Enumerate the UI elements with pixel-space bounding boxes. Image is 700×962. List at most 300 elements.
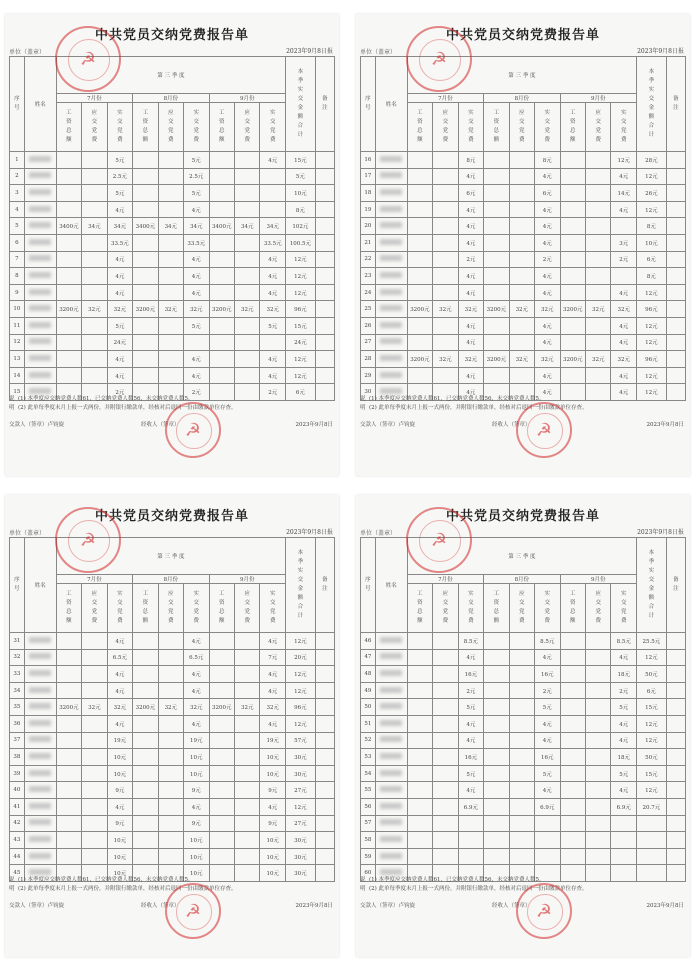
note-cell [315, 152, 334, 169]
paid-header: 实交党费 [535, 103, 560, 152]
table-row [10, 815, 335, 832]
note-cell [315, 699, 334, 716]
cell-value: 18元 [611, 666, 637, 683]
cell-value: 4元 [107, 666, 132, 683]
cell-value: 4元 [107, 268, 132, 285]
row-number: 52 [361, 732, 376, 749]
cell-value: 2.5元 [184, 168, 209, 185]
row-number: 29 [361, 367, 376, 384]
payer-signature: 交款人（签章）卢钧旋 [9, 903, 65, 909]
cell-value [133, 201, 158, 218]
cell-value [509, 284, 534, 301]
cell-value [433, 268, 458, 285]
due-header: 应交党费 [509, 584, 534, 633]
redacted-name [375, 798, 407, 815]
cell-value [56, 815, 81, 832]
cell-value [509, 798, 534, 815]
cell-value [407, 848, 432, 865]
row-number: 41 [10, 798, 25, 815]
cell-value [133, 715, 158, 732]
row-number: 33 [10, 666, 25, 683]
cell-value [484, 682, 509, 699]
wage-header: 工资总额 [209, 584, 234, 633]
cell-value [433, 251, 458, 268]
cell-value: 15元 [637, 699, 667, 716]
cell-value [82, 351, 107, 368]
row-number: 11 [10, 317, 25, 334]
cell-value: 5元 [184, 152, 209, 169]
note-cell [666, 351, 685, 368]
table-row [361, 152, 686, 169]
report-page-2 [356, 14, 690, 476]
row-number: 18 [361, 185, 376, 202]
cell-value [209, 832, 234, 849]
cell-value: 7元 [260, 649, 286, 666]
cell-value [509, 633, 534, 650]
note-cell [666, 218, 685, 235]
name-header: 姓名 [375, 57, 407, 152]
cell-value [234, 815, 259, 832]
cell-value [560, 234, 585, 251]
cell-value: 12元 [286, 798, 316, 815]
cell-value [458, 815, 483, 832]
report-date: 2023年9月8日报 [637, 48, 684, 55]
cell-value: 16元 [458, 749, 483, 766]
cell-value [234, 268, 259, 285]
cell-value [407, 832, 432, 849]
cell-value [407, 367, 432, 384]
cell-value [407, 284, 432, 301]
dues-table [360, 537, 686, 882]
cell-value [560, 749, 585, 766]
note-cell [315, 367, 334, 384]
total-header: 本季实交金额合计 [637, 538, 667, 633]
name-header: 姓名 [24, 57, 56, 152]
cell-value [158, 234, 183, 251]
cell-value [133, 782, 158, 799]
cell-value: 6元 [637, 251, 667, 268]
row-number: 28 [361, 351, 376, 368]
cell-value [509, 185, 534, 202]
cell-value: 3200元 [484, 301, 509, 318]
cell-value [133, 749, 158, 766]
row-number: 9 [10, 284, 25, 301]
note-cell [666, 865, 685, 882]
cell-value [133, 765, 158, 782]
redacted-name [24, 284, 56, 301]
note-line-2: 明 (2) 此单每季度末月上报一式两份，并附银行缴款单，经核对后退回一份由缴款单位存查。 [360, 886, 588, 892]
redacted-name [375, 301, 407, 318]
table-row [10, 633, 335, 650]
redacted-name [24, 301, 56, 318]
row-number: 44 [10, 848, 25, 865]
cell-value [234, 251, 259, 268]
due-header: 应交党费 [585, 103, 610, 152]
cell-value: 4元 [184, 201, 209, 218]
cell-value: 9元 [107, 815, 132, 832]
redacted-name [24, 334, 56, 351]
blurred-name-mark [380, 803, 402, 809]
cell-value [433, 317, 458, 334]
cell-value [433, 699, 458, 716]
redacted-name [24, 732, 56, 749]
cell-value: 32元 [433, 301, 458, 318]
cell-value: 4元 [184, 284, 209, 301]
cell-value: 96元 [637, 301, 667, 318]
redacted-name [24, 317, 56, 334]
party-seal-icon: ☭ [406, 26, 472, 92]
blurred-name-mark [29, 720, 51, 726]
note-cell [666, 317, 685, 334]
table-row [361, 367, 686, 384]
redacted-name [24, 715, 56, 732]
cell-value: 100.5元 [286, 234, 316, 251]
unit-label: 单位（盖章） [360, 530, 397, 537]
cell-value: 96元 [286, 699, 316, 716]
cell-value [484, 251, 509, 268]
blurred-name-mark [29, 322, 51, 328]
report-title: 中共党员交纳党费报告单 [445, 28, 600, 43]
cell-value [560, 699, 585, 716]
table-row [361, 848, 686, 865]
receiver-signature: 经收人（签章） [492, 422, 531, 428]
cell-value [260, 334, 286, 351]
note-cell [315, 865, 334, 882]
note-cell [666, 301, 685, 318]
note-cell [315, 351, 334, 368]
cell-value [611, 815, 637, 832]
redacted-name [24, 782, 56, 799]
cell-value [234, 782, 259, 799]
cell-value [484, 732, 509, 749]
cell-value [407, 168, 432, 185]
cell-value: 24元 [107, 334, 132, 351]
blurred-name-mark [29, 289, 51, 295]
cell-value [133, 234, 158, 251]
blurred-name-mark [29, 189, 51, 195]
row-number: 1 [10, 152, 25, 169]
redacted-name [375, 268, 407, 285]
redacted-name [24, 367, 56, 384]
redacted-name [24, 649, 56, 666]
cell-value: 10元 [286, 185, 316, 202]
cell-value: 4元 [611, 649, 637, 666]
cell-value [82, 251, 107, 268]
cell-value: 32元 [535, 301, 560, 318]
redacted-name [375, 367, 407, 384]
table-row [361, 782, 686, 799]
cell-value [56, 185, 81, 202]
row-number: 43 [10, 832, 25, 849]
cell-value: 4元 [184, 633, 209, 650]
cell-value [158, 666, 183, 683]
redacted-name [375, 649, 407, 666]
cell-value: 3200元 [56, 301, 81, 318]
cell-value [56, 351, 81, 368]
note-line-1: 说 (1) 本季度应交纳党费人数61，已交纳党费人数56，未交纳党费人数5。 [360, 877, 545, 883]
cell-value [484, 633, 509, 650]
cell-value [407, 334, 432, 351]
row-number: 20 [361, 218, 376, 235]
cell-value [509, 699, 534, 716]
table-row [361, 682, 686, 699]
cell-value: 5元 [107, 152, 132, 169]
cell-value [484, 334, 509, 351]
note-cell [666, 699, 685, 716]
payer-signature: 交款人（签章）卢钧旋 [360, 422, 416, 428]
row-number: 2 [10, 168, 25, 185]
row-number: 30 [361, 384, 376, 401]
cell-value [234, 633, 259, 650]
row-number: 56 [361, 798, 376, 815]
cell-value: 33.5元 [260, 234, 286, 251]
blurred-name-mark [380, 289, 402, 295]
table-row [361, 168, 686, 185]
redacted-name [24, 765, 56, 782]
cell-value: 32元 [234, 699, 259, 716]
cell-value: 32元 [509, 351, 534, 368]
cell-value: 32元 [234, 301, 259, 318]
cell-value [82, 633, 107, 650]
row-number: 8 [10, 268, 25, 285]
row-number: 58 [361, 832, 376, 849]
cell-value: 12元 [637, 384, 667, 401]
cell-value [56, 732, 81, 749]
cell-value [560, 832, 585, 849]
cell-value: 12元 [286, 715, 316, 732]
cell-value [209, 782, 234, 799]
blurred-name-mark [29, 272, 51, 278]
cell-value: 34元 [82, 218, 107, 235]
table-row [361, 699, 686, 716]
cell-value: 32元 [535, 351, 560, 368]
name-header: 姓名 [24, 538, 56, 633]
note-cell [666, 715, 685, 732]
cell-value: 4元 [458, 715, 483, 732]
blurred-name-mark [380, 189, 402, 195]
cell-value [56, 649, 81, 666]
cell-value: 3400元 [56, 218, 81, 235]
table-row [361, 317, 686, 334]
row-number: 48 [361, 666, 376, 683]
note-cell [315, 201, 334, 218]
cell-value: 8元 [286, 201, 316, 218]
row-number: 45 [10, 865, 25, 882]
table-row [361, 251, 686, 268]
cell-value [209, 666, 234, 683]
cell-value [56, 152, 81, 169]
receiver-signature: 经收人（签章） [492, 903, 531, 909]
due-header: 应交党费 [158, 103, 183, 152]
cell-value [484, 798, 509, 815]
blurred-name-mark [380, 736, 402, 742]
row-number: 26 [361, 317, 376, 334]
cell-value [234, 832, 259, 849]
cell-value: 4元 [535, 168, 560, 185]
cell-value [82, 798, 107, 815]
cell-value: 12元 [637, 284, 667, 301]
cell-value: 96元 [637, 351, 667, 368]
table-row [361, 218, 686, 235]
redacted-name [375, 682, 407, 699]
cell-value [209, 201, 234, 218]
cell-value: 32元 [260, 301, 286, 318]
wage-header: 工资总额 [560, 103, 585, 152]
month8-header: 8月份 [484, 94, 560, 103]
cell-value [433, 201, 458, 218]
cell-value: 4元 [260, 715, 286, 732]
due-header: 应交党费 [234, 584, 259, 633]
cell-value: 3200元 [560, 301, 585, 318]
payer-signature: 交款人（签章）卢钧旋 [360, 903, 416, 909]
blurred-name-mark [380, 670, 402, 676]
cell-value [209, 682, 234, 699]
row-number: 50 [361, 699, 376, 716]
party-seal-icon: ☭ [516, 883, 572, 939]
cell-value [407, 633, 432, 650]
cell-value [407, 251, 432, 268]
note-header: 备注 [666, 538, 685, 633]
cell-value [484, 749, 509, 766]
table-row [10, 832, 335, 849]
cell-value [133, 682, 158, 699]
cell-value: 5元 [611, 699, 637, 716]
cell-value: 32元 [107, 301, 132, 318]
cell-value: 10元 [107, 848, 132, 865]
cell-value [509, 367, 534, 384]
wage-header: 工资总额 [56, 584, 81, 633]
note-cell [315, 218, 334, 235]
cell-value [56, 633, 81, 650]
party-seal-icon: ☭ [55, 507, 121, 573]
cell-value: 6.9元 [458, 798, 483, 815]
row-number: 42 [10, 815, 25, 832]
cell-value: 4元 [107, 251, 132, 268]
cell-value: 4元 [458, 268, 483, 285]
cell-value [407, 749, 432, 766]
cell-value: 5元 [535, 765, 560, 782]
cell-value: 34元 [234, 218, 259, 235]
wage-header: 工资总额 [484, 584, 509, 633]
redacted-name [375, 633, 407, 650]
note-cell [315, 185, 334, 202]
note-cell [666, 168, 685, 185]
cell-value [82, 168, 107, 185]
cell-value [585, 284, 610, 301]
note-cell [315, 749, 334, 766]
note-cell [315, 301, 334, 318]
redacted-name [24, 201, 56, 218]
cell-value [509, 782, 534, 799]
note-cell [666, 367, 685, 384]
cell-value [158, 152, 183, 169]
blurred-name-mark [29, 172, 51, 178]
cell-value [509, 268, 534, 285]
cell-value [433, 732, 458, 749]
row-number: 39 [10, 765, 25, 782]
wage-header: 工资总额 [560, 584, 585, 633]
cell-value [158, 367, 183, 384]
blurred-name-mark [29, 770, 51, 776]
cell-value [234, 765, 259, 782]
table-row [361, 185, 686, 202]
blurred-name-mark [380, 172, 402, 178]
redacted-name [375, 152, 407, 169]
blurred-name-mark [29, 853, 51, 859]
table-row [10, 848, 335, 865]
cell-value [484, 201, 509, 218]
blurred-name-mark [380, 222, 402, 228]
cell-value [560, 201, 585, 218]
blurred-name-mark [29, 703, 51, 709]
cell-value [158, 251, 183, 268]
cell-value: 2元 [107, 384, 132, 401]
cell-value: 4元 [458, 317, 483, 334]
blurred-name-mark [380, 206, 402, 212]
cell-value: 6元 [458, 185, 483, 202]
cell-value [585, 765, 610, 782]
cell-value: 4元 [611, 201, 637, 218]
note-line-2: 明 (2) 此单每季度末月上报一式两份，并附银行缴款单，经核对后退回一份由缴款单位存查。 [360, 405, 588, 411]
cell-value [82, 848, 107, 865]
cell-value [407, 782, 432, 799]
note-cell [315, 682, 334, 699]
cell-value: 4元 [458, 649, 483, 666]
row-number: 5 [10, 218, 25, 235]
blurred-name-mark [380, 338, 402, 344]
row-number: 47 [361, 649, 376, 666]
cell-value [133, 666, 158, 683]
seq-header: 序号 [361, 538, 376, 633]
cell-value: 12元 [286, 682, 316, 699]
cell-value [133, 317, 158, 334]
redacted-name [24, 185, 56, 202]
blurred-name-mark [380, 355, 402, 361]
cell-value [560, 782, 585, 799]
row-number: 19 [361, 201, 376, 218]
sign-date: 2023年9月8日 [295, 903, 333, 909]
cell-value: 12元 [637, 782, 667, 799]
note-cell [315, 715, 334, 732]
cell-value: 5元 [184, 185, 209, 202]
row-number: 16 [361, 152, 376, 169]
table-row [10, 268, 335, 285]
cell-value: 18元 [611, 749, 637, 766]
cell-value [433, 284, 458, 301]
note-cell [666, 798, 685, 815]
cell-value: 4元 [611, 384, 637, 401]
redacted-name [375, 284, 407, 301]
cell-value: 4元 [535, 234, 560, 251]
cell-value: 2元 [260, 384, 286, 401]
cell-value: 19元 [260, 732, 286, 749]
cell-value: 20.7元 [637, 798, 667, 815]
cell-value: 12元 [637, 334, 667, 351]
paid-header: 实交党费 [107, 103, 132, 152]
redacted-name [375, 666, 407, 683]
cell-value [560, 317, 585, 334]
cell-value: 10元 [184, 848, 209, 865]
note-cell [315, 268, 334, 285]
cell-value [133, 251, 158, 268]
cell-value: 4元 [184, 367, 209, 384]
cell-value: 4元 [535, 201, 560, 218]
cell-value: 4元 [611, 715, 637, 732]
cell-value: 3元 [611, 234, 637, 251]
cell-value: 4元 [535, 715, 560, 732]
cell-value: 4元 [458, 234, 483, 251]
cell-value: 2元 [184, 384, 209, 401]
